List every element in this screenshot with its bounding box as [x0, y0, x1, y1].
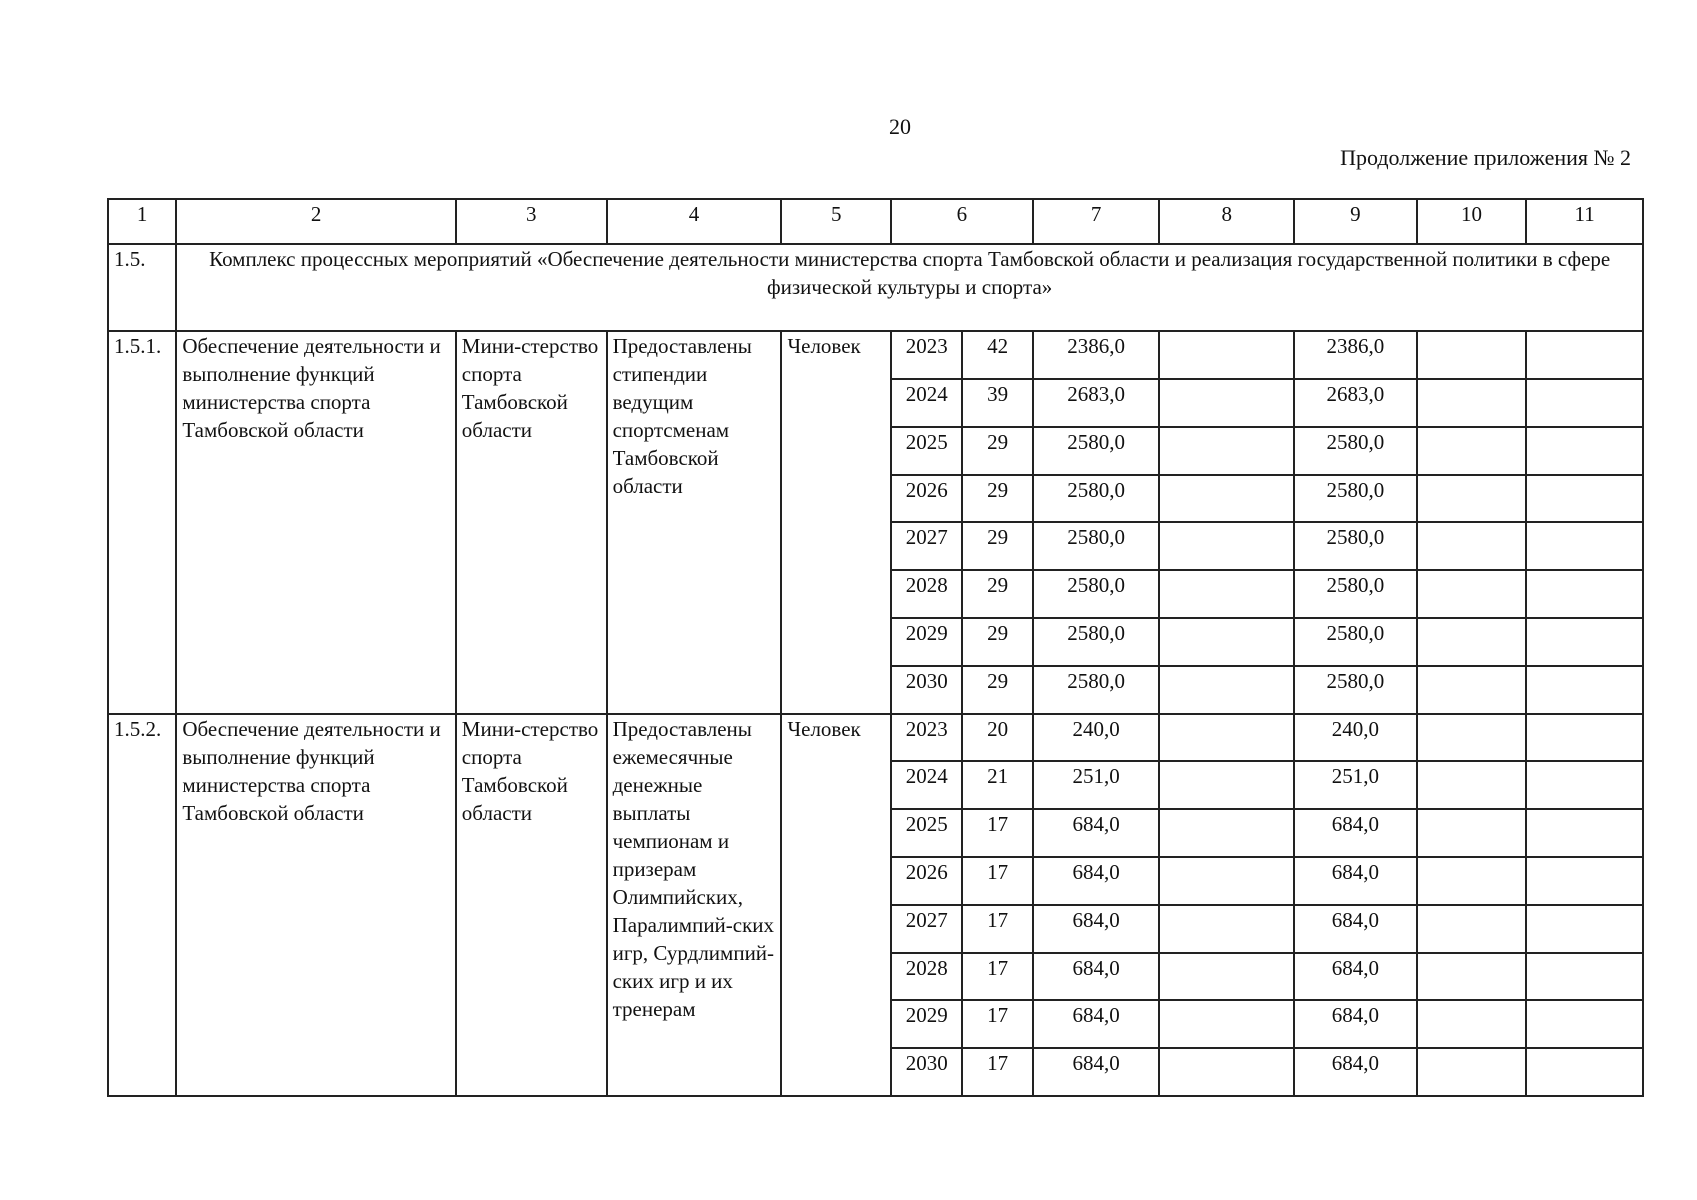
- year-cell: 2028: [891, 570, 962, 618]
- indicator-value: 20: [962, 714, 1032, 762]
- col11-cell: [1526, 522, 1643, 570]
- col-header: 4: [607, 199, 782, 244]
- col-header: 10: [1417, 199, 1527, 244]
- indicator-value: 17: [962, 809, 1032, 857]
- col9-cell: 2580,0: [1294, 427, 1417, 475]
- col9-cell: 2580,0: [1294, 522, 1417, 570]
- col10-cell: [1417, 666, 1527, 714]
- year-cell: 2025: [891, 427, 962, 475]
- col10-cell: [1417, 714, 1527, 762]
- total-cell: 2580,0: [1033, 618, 1160, 666]
- unit-text: Человек: [781, 714, 891, 1096]
- total-cell: 2580,0: [1033, 666, 1160, 714]
- col11-cell: [1526, 379, 1643, 427]
- col10-cell: [1417, 905, 1527, 953]
- total-cell: 240,0: [1033, 714, 1160, 762]
- col8-cell: [1159, 427, 1294, 475]
- task-text: Обеспечение деятельности и выполнение функций министерства спорта Тамбовской области: [176, 331, 455, 713]
- program-table: [107, 198, 1644, 1097]
- col8-cell: [1159, 1000, 1294, 1048]
- col10-cell: [1417, 331, 1527, 379]
- col9-cell: 684,0: [1294, 857, 1417, 905]
- row-number: 1.5.1.: [108, 331, 176, 713]
- section-row: [108, 244, 1643, 331]
- task-text: Обеспечение деятельности и выполнение функций министерства спорта Тамбовской области: [176, 714, 455, 1096]
- col11-cell: [1526, 618, 1643, 666]
- col8-cell: [1159, 905, 1294, 953]
- col11-cell: [1526, 905, 1643, 953]
- indicator-value: 17: [962, 905, 1032, 953]
- year-cell: 2026: [891, 475, 962, 523]
- col10-cell: [1417, 761, 1527, 809]
- total-cell: 684,0: [1033, 857, 1160, 905]
- col9-cell: 684,0: [1294, 1048, 1417, 1096]
- year-cell: 2029: [891, 1000, 962, 1048]
- col9-cell: 684,0: [1294, 809, 1417, 857]
- col-header: 7: [1033, 199, 1160, 244]
- col11-cell: [1526, 475, 1643, 523]
- col11-cell: [1526, 714, 1643, 762]
- col9-cell: 251,0: [1294, 761, 1417, 809]
- total-cell: 251,0: [1033, 761, 1160, 809]
- year-cell: 2025: [891, 809, 962, 857]
- total-cell: 684,0: [1033, 1000, 1160, 1048]
- year-cell: 2029: [891, 618, 962, 666]
- row-number: 1.5.2.: [108, 714, 176, 1096]
- table-row: [108, 714, 1643, 762]
- unit-text: Человек: [781, 331, 891, 713]
- col10-cell: [1417, 809, 1527, 857]
- col8-cell: [1159, 570, 1294, 618]
- year-cell: 2024: [891, 379, 962, 427]
- section-title: Комплекс процессных мероприятий «Обеспечение деятельности министерства спорта Тамбовской области и реализация государственной политики в сфере физической культуры и спорта»: [176, 244, 1643, 331]
- col8-cell: [1159, 331, 1294, 379]
- col11-cell: [1526, 427, 1643, 475]
- year-cell: 2028: [891, 953, 962, 1001]
- continuation-note: Продолжение приложения № 2: [1340, 145, 1631, 170]
- col8-cell: [1159, 379, 1294, 427]
- indicator-value: 29: [962, 618, 1032, 666]
- total-cell: 2683,0: [1033, 379, 1160, 427]
- indicator-value: 29: [962, 570, 1032, 618]
- col11-cell: [1526, 570, 1643, 618]
- col10-cell: [1417, 379, 1527, 427]
- col-header: 1: [108, 199, 176, 244]
- indicator-value: 29: [962, 475, 1032, 523]
- executor-text: Мини-стерство спорта Тамбовской области: [456, 714, 607, 1096]
- col11-cell: [1526, 1000, 1643, 1048]
- year-cell: 2024: [891, 761, 962, 809]
- col8-cell: [1159, 618, 1294, 666]
- year-cell: 2023: [891, 714, 962, 762]
- col8-cell: [1159, 522, 1294, 570]
- year-cell: 2026: [891, 857, 962, 905]
- col11-cell: [1526, 857, 1643, 905]
- executor-text: Мини-стерство спорта Тамбовской области: [456, 331, 607, 713]
- col10-cell: [1417, 857, 1527, 905]
- col8-cell: [1159, 1048, 1294, 1096]
- indicator-value: 29: [962, 427, 1032, 475]
- col10-cell: [1417, 522, 1527, 570]
- col10-cell: [1417, 618, 1527, 666]
- col9-cell: 240,0: [1294, 714, 1417, 762]
- year-cell: 2030: [891, 1048, 962, 1096]
- col-header: 11: [1526, 199, 1643, 244]
- col9-cell: 2386,0: [1294, 331, 1417, 379]
- col9-cell: 684,0: [1294, 953, 1417, 1001]
- col-header: 9: [1294, 199, 1417, 244]
- total-cell: 684,0: [1033, 905, 1160, 953]
- col11-cell: [1526, 1048, 1643, 1096]
- col-header: 6: [891, 199, 1033, 244]
- col10-cell: [1417, 953, 1527, 1001]
- indicator-value: 17: [962, 953, 1032, 1001]
- total-cell: 2580,0: [1033, 522, 1160, 570]
- col8-cell: [1159, 475, 1294, 523]
- col8-cell: [1159, 761, 1294, 809]
- col9-cell: 2580,0: [1294, 666, 1417, 714]
- col8-cell: [1159, 953, 1294, 1001]
- table-row: [108, 331, 1643, 379]
- year-cell: 2027: [891, 905, 962, 953]
- year-cell: 2030: [891, 666, 962, 714]
- indicator-value: 39: [962, 379, 1032, 427]
- year-cell: 2027: [891, 522, 962, 570]
- indicator-value: 21: [962, 761, 1032, 809]
- col10-cell: [1417, 427, 1527, 475]
- col10-cell: [1417, 570, 1527, 618]
- item-1-5-1: [108, 331, 1643, 713]
- col-header: 8: [1159, 199, 1294, 244]
- result-text: Предоставлены ежемесячные денежные выплаты чемпионам и призерам Олимпийских, Паралимпий-ских игр, Сурдлимпий-ских игр и их тренерам: [607, 714, 782, 1096]
- col8-cell: [1159, 666, 1294, 714]
- total-cell: 2580,0: [1033, 475, 1160, 523]
- year-cell: 2023: [891, 331, 962, 379]
- item-1-5-2: [108, 714, 1643, 1096]
- col11-cell: [1526, 809, 1643, 857]
- col8-cell: [1159, 714, 1294, 762]
- page-number: 20: [889, 114, 911, 139]
- col8-cell: [1159, 857, 1294, 905]
- col11-cell: [1526, 761, 1643, 809]
- col10-cell: [1417, 475, 1527, 523]
- col9-cell: 684,0: [1294, 1000, 1417, 1048]
- col8-cell: [1159, 809, 1294, 857]
- column-number-row: [108, 199, 1643, 244]
- total-cell: 684,0: [1033, 809, 1160, 857]
- indicator-value: 17: [962, 1000, 1032, 1048]
- col-header: 2: [176, 199, 455, 244]
- col9-cell: 684,0: [1294, 905, 1417, 953]
- indicator-value: 17: [962, 857, 1032, 905]
- col11-cell: [1526, 666, 1643, 714]
- result-text: Предоставлены стипендии ведущим спортсменам Тамбовской области: [607, 331, 782, 713]
- indicator-value: 29: [962, 522, 1032, 570]
- col11-cell: [1526, 953, 1643, 1001]
- col9-cell: 2683,0: [1294, 379, 1417, 427]
- indicator-value: 29: [962, 666, 1032, 714]
- col-header: 5: [781, 199, 891, 244]
- indicator-value: 42: [962, 331, 1032, 379]
- total-cell: 2580,0: [1033, 570, 1160, 618]
- indicator-value: 17: [962, 1048, 1032, 1096]
- col10-cell: [1417, 1048, 1527, 1096]
- col9-cell: 2580,0: [1294, 475, 1417, 523]
- col9-cell: 2580,0: [1294, 570, 1417, 618]
- col10-cell: [1417, 1000, 1527, 1048]
- total-cell: 2580,0: [1033, 427, 1160, 475]
- col-header: 3: [456, 199, 607, 244]
- col9-cell: 2580,0: [1294, 618, 1417, 666]
- total-cell: 2386,0: [1033, 331, 1160, 379]
- total-cell: 684,0: [1033, 953, 1160, 1001]
- total-cell: 684,0: [1033, 1048, 1160, 1096]
- col11-cell: [1526, 331, 1643, 379]
- section-number: 1.5.: [108, 244, 176, 331]
